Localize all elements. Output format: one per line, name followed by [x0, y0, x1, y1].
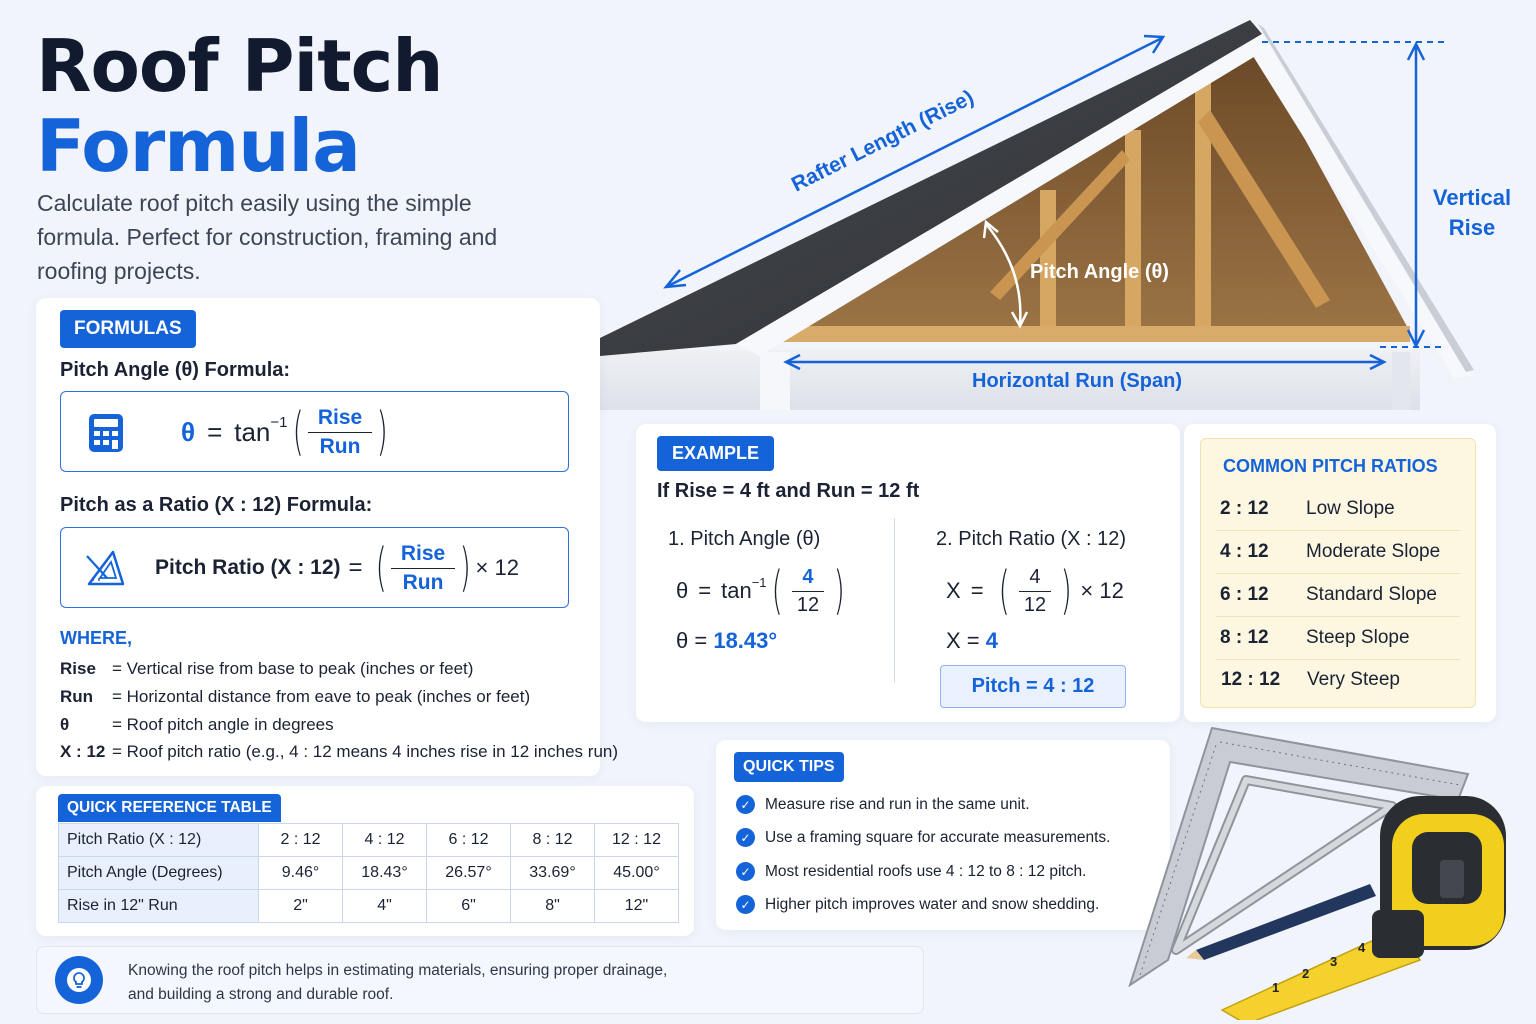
where-definition: = Vertical rise from base to peak (inches or feet)	[112, 659, 474, 678]
where-label: WHERE,	[60, 628, 132, 648]
example-tag: EXAMPLE	[657, 436, 774, 471]
tip-text: Use a framing square for accurate measurements.	[765, 828, 1111, 846]
example-angle-lhs: θ =	[676, 628, 708, 653]
table-cell: 8 : 12	[511, 824, 595, 857]
quick-reference-table	[58, 823, 679, 923]
vertical-label-2: Rise	[1448, 215, 1496, 240]
example-given: If Rise = 4 ft and Run = 12 ft	[657, 480, 920, 502]
angle-formula	[181, 398, 392, 466]
tip-item	[736, 895, 1099, 914]
where-term: θ	[60, 715, 70, 734]
table-cell: 12 : 12	[595, 824, 679, 857]
ratio-formula	[155, 534, 519, 602]
calculator-icon	[88, 413, 124, 453]
ratio-description: Low Slope	[1306, 498, 1395, 519]
subtitle: Calculate roof pitch easily using the simple formula. Perfect for construction, framing and roofing projects.	[37, 190, 498, 284]
check-icon: ✓	[736, 895, 755, 914]
where-term: Run	[60, 687, 94, 706]
where-term: X : 12	[60, 742, 106, 761]
angle-formula-heading: Pitch Angle (θ) Formula:	[60, 359, 291, 381]
example-x-numerator: 4	[1019, 566, 1050, 592]
tape-mark: 4	[1358, 940, 1366, 955]
example-col2-title: 2. Pitch Ratio (X : 12)	[936, 528, 1127, 550]
formulas-tag: FORMULAS	[60, 310, 196, 348]
run-label: Horizontal Run (Span)	[972, 370, 1182, 392]
table-cell: 6"	[427, 890, 511, 923]
example-x-open-paren: (	[998, 561, 1010, 621]
table-row-header: Rise in 12" Run	[59, 890, 259, 923]
example-denominator: 12	[796, 593, 820, 616]
tape-mark: 2	[1302, 966, 1310, 981]
close-paren: )	[376, 402, 388, 462]
example-close-paren: )	[833, 561, 845, 621]
rise-run-fraction	[308, 406, 372, 459]
check-icon: ✓	[736, 862, 755, 881]
ratio-divider	[1216, 573, 1460, 574]
theta-symbol: θ	[181, 416, 196, 447]
fraction-denominator: Run	[319, 434, 361, 458]
example-inverse: −1	[751, 574, 767, 590]
example-ratio-lhs: X =	[946, 628, 980, 653]
ratio-fraction	[391, 542, 455, 595]
ratio-value: 8 : 12	[1220, 627, 1269, 648]
example-tan: tan	[721, 578, 752, 603]
page-title	[36, 26, 443, 186]
example-theta: θ	[676, 578, 689, 603]
table-cell: 6 : 12	[427, 824, 511, 857]
tan-function: tan	[234, 416, 271, 447]
ratio-description: Very Steep	[1307, 669, 1400, 690]
tip-item	[736, 828, 1110, 847]
ratio-value: 2 : 12	[1220, 498, 1269, 519]
table-cell: 12"	[595, 890, 679, 923]
tip-text: Measure rise and run in the same unit.	[765, 795, 1030, 813]
where-row	[60, 715, 334, 735]
gable-interior	[770, 42, 1410, 342]
ratio-divider	[1216, 616, 1460, 617]
tape-mark: 1	[1272, 980, 1280, 995]
pitch-result-badge: Pitch = 4 : 12	[940, 665, 1126, 708]
inverse-superscript: −1	[270, 413, 288, 431]
table-cell: 2"	[259, 890, 343, 923]
where-definition: = Roof pitch ratio (e.g., 4 : 12 means 4 inches rise in 12 inches run)	[112, 742, 619, 761]
ratio-multiplier: × 12	[475, 555, 519, 580]
check-icon: ✓	[736, 828, 755, 847]
rafter-label: Rafter Length (Rise)	[787, 85, 978, 197]
example-ratio-result	[946, 628, 998, 654]
tip-text: Most residential roofs use 4 : 12 to 8 : 12 pitch.	[765, 862, 1087, 880]
ratio-value: 6 : 12	[1220, 584, 1269, 605]
ratio-row	[1220, 584, 1460, 606]
ratio-value: 12 : 12	[1221, 669, 1281, 690]
example-divider	[894, 518, 895, 683]
example-x-multiplier: × 12	[1080, 578, 1124, 603]
quick-tips-tag: QUICK TIPS	[734, 752, 844, 782]
table-cell: 2 : 12	[259, 824, 343, 857]
where-row	[60, 742, 618, 762]
vertical-label-1: Vertical	[1432, 185, 1512, 210]
ratio-formula-heading: Pitch as a Ratio (X : 12) Formula:	[60, 494, 373, 516]
where-row	[60, 659, 473, 679]
example-angle-value: 18.43°	[713, 628, 778, 653]
table-row-header: Pitch Angle (Degrees)	[59, 857, 259, 890]
ratio-row	[1220, 541, 1460, 563]
example-angle-result	[676, 628, 777, 654]
tip-item	[736, 862, 1086, 881]
ratio-numerator: Rise	[391, 542, 455, 569]
example-col1-formula	[676, 560, 849, 622]
tools-illustration	[1120, 720, 1530, 1020]
note-text	[128, 959, 667, 1007]
equals-sign: =	[207, 416, 223, 447]
common-ratios-title: COMMON PITCH RATIOS	[1223, 456, 1438, 476]
table-cell: 18.43°	[343, 857, 427, 890]
table-row-header: Pitch Ratio (X : 12)	[59, 824, 259, 857]
ratio-row	[1221, 669, 1461, 691]
table-cell: 45.00°	[595, 857, 679, 890]
open-paren: (	[292, 402, 304, 462]
where-term: Rise	[60, 659, 96, 678]
example-x-close-paren: )	[1060, 561, 1072, 621]
ratio-close-paren: )	[459, 538, 471, 598]
table-cell: 26.57°	[427, 857, 511, 890]
where-definition: = Horizontal distance from eave to peak (inches or feet)	[112, 687, 531, 706]
lightbulb-icon	[55, 956, 103, 1004]
example-ratio-value: 4	[985, 628, 999, 653]
table-cell: 4 : 12	[343, 824, 427, 857]
example-numerator: 4	[792, 566, 823, 592]
example-equals: =	[698, 578, 712, 603]
ratio-formula-lhs: Pitch Ratio (X : 12)	[155, 556, 341, 579]
table-cell: 8"	[511, 890, 595, 923]
roof-diagram	[600, 0, 1536, 412]
ratio-row	[1220, 498, 1460, 520]
title-line-1: Roof Pitch	[36, 24, 443, 108]
ratio-description: Standard Slope	[1306, 584, 1437, 605]
ratio-divider	[1216, 530, 1460, 531]
ratio-equals-sign: =	[348, 554, 363, 581]
tip-item	[736, 795, 1030, 814]
note-line-1: Knowing the roof pitch helps in estimating materials, ensuring proper drainage,	[128, 962, 668, 979]
example-col2-formula	[946, 560, 1124, 622]
ratio-description: Moderate Slope	[1306, 541, 1441, 562]
ratio-description: Steep Slope	[1306, 627, 1410, 648]
example-x-fraction	[1014, 566, 1056, 617]
tape-mark: 3	[1330, 954, 1338, 969]
where-row	[60, 687, 530, 707]
example-col1-title: 1. Pitch Angle (θ)	[668, 528, 821, 550]
ratio-row	[1220, 627, 1460, 649]
ratio-denominator: Run	[402, 570, 444, 594]
ratio-open-paren: (	[375, 538, 387, 598]
table-cell: 33.69°	[511, 857, 595, 890]
check-icon: ✓	[736, 795, 755, 814]
example-x-equals: =	[970, 578, 984, 603]
example-open-paren: (	[771, 561, 783, 621]
ratio-formula-box	[60, 527, 569, 608]
quick-reference-tag: QUICK REFERENCE TABLE	[58, 794, 281, 822]
note-line-2: and building a strong and durable roof.	[128, 986, 394, 1003]
title-line-2: Formula	[36, 104, 360, 188]
example-x-denominator: 12	[1023, 593, 1047, 616]
ratio-value: 4 : 12	[1220, 541, 1269, 562]
set-square-icon	[85, 548, 127, 588]
where-definition: = Roof pitch angle in degrees	[112, 715, 334, 734]
ratio-divider	[1216, 659, 1460, 660]
table-row	[59, 890, 679, 923]
table-row	[59, 857, 679, 890]
table-cell: 9.46°	[259, 857, 343, 890]
table-row	[59, 824, 679, 857]
example-x: X	[946, 578, 961, 603]
example-fraction	[787, 566, 829, 617]
table-cell: 4"	[343, 890, 427, 923]
angle-label: Pitch Angle (θ)	[1030, 261, 1169, 283]
fraction-numerator: Rise	[308, 406, 372, 433]
angle-formula-box	[60, 391, 569, 472]
tip-text: Higher pitch improves water and snow shedding.	[765, 895, 1100, 913]
